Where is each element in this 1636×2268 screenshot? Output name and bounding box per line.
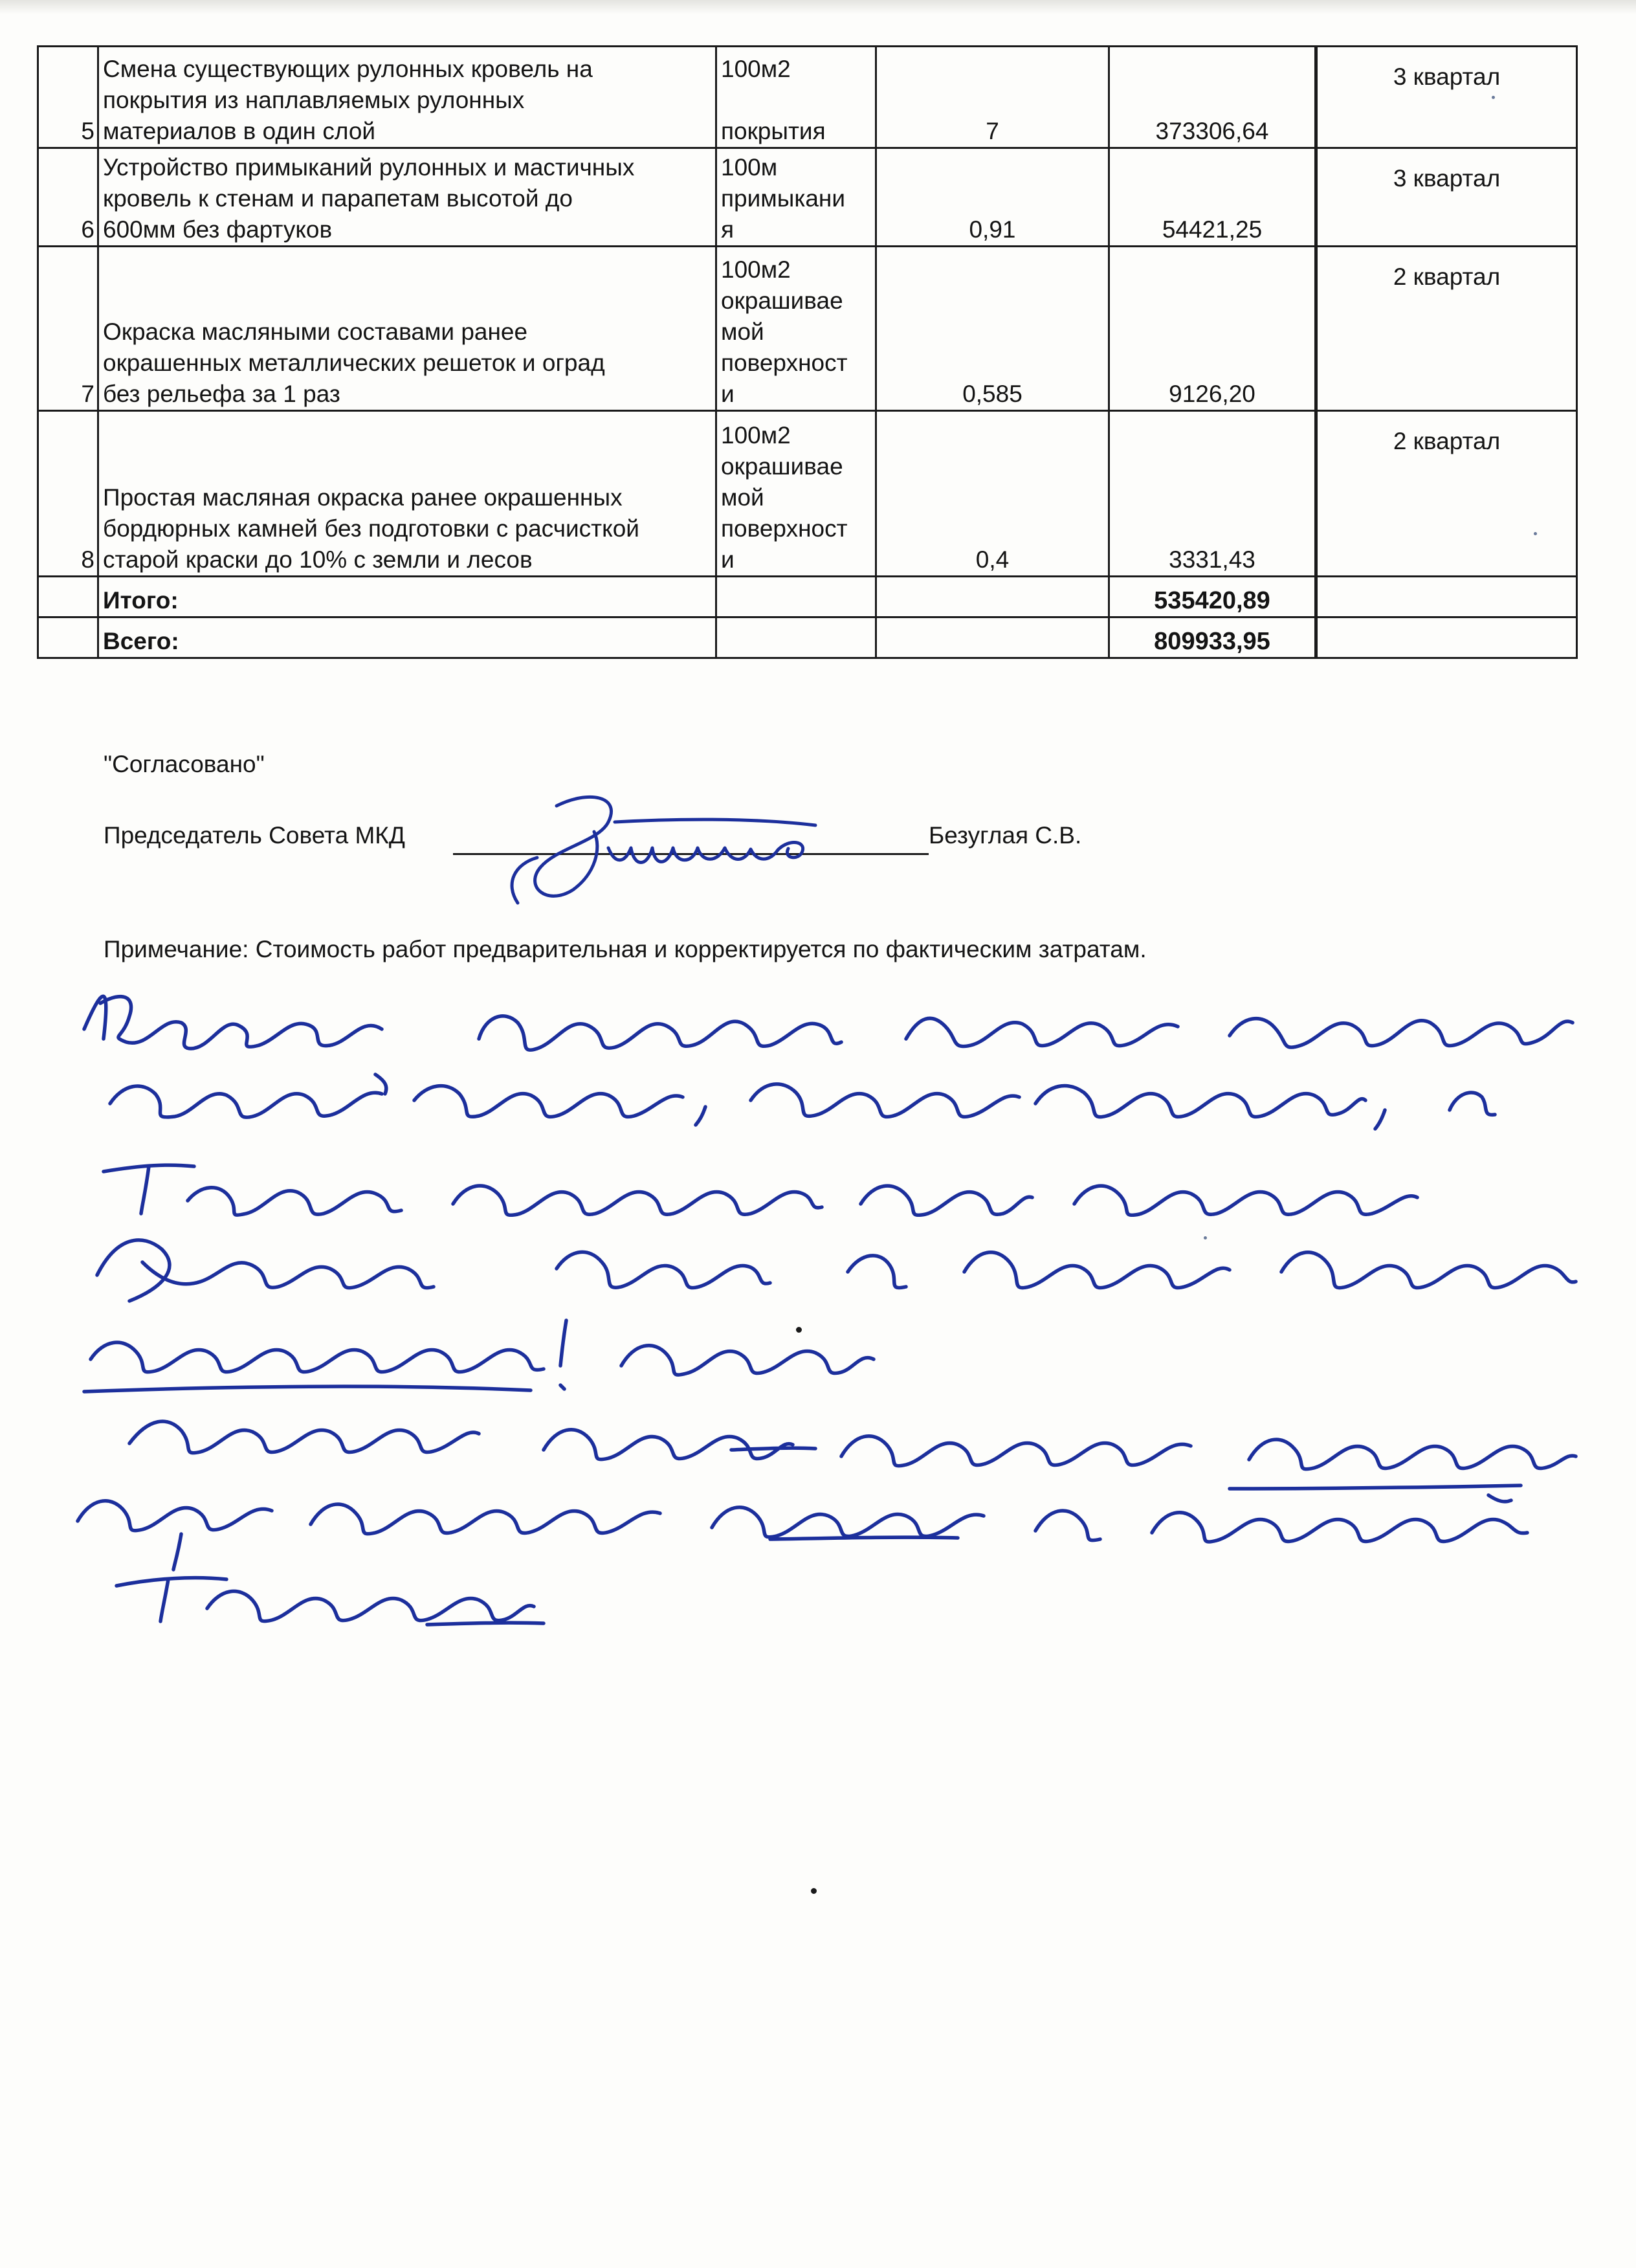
handwriting-strokes — [65, 977, 1592, 1657]
unit-line: поверхност — [721, 350, 848, 376]
unit-line: 100м — [721, 154, 778, 181]
unit-line: я — [721, 216, 735, 243]
unit-line: мой — [721, 318, 764, 345]
empty-cell — [716, 577, 876, 617]
work-name-line: материалов в один слой — [103, 118, 376, 144]
cost: 373306,64 — [1109, 47, 1316, 148]
table-row — [38, 148, 1577, 247]
work-name-line: кровель к стенам и парапетам высотой до — [103, 185, 573, 212]
ink-dot — [796, 1327, 802, 1333]
work-name-line: 600мм без фартуков — [103, 216, 333, 243]
subtotal-cost: 535420,89 — [1109, 577, 1316, 617]
unit-line: 100м2 — [721, 256, 791, 283]
empty-cell — [1316, 577, 1577, 617]
unit-line: окрашивае — [721, 287, 843, 314]
unit-line — [721, 85, 871, 116]
work-name-line: старой краски до 10% с земли и лесов — [103, 546, 533, 573]
ink-dot — [811, 1888, 817, 1894]
cost: 3331,43 — [1109, 411, 1316, 577]
agreed-label: "Согласовано" — [104, 751, 265, 777]
row-number: 7 — [38, 247, 98, 411]
scan-edge — [0, 0, 1636, 14]
row-number: 5 — [38, 47, 98, 148]
total-label: Всего: — [98, 617, 716, 658]
unit-line: и — [721, 381, 735, 407]
work-name-line: Окраска масляными составами ранее — [103, 318, 528, 345]
unit — [716, 247, 876, 411]
empty-cell — [716, 617, 876, 658]
work-name-line: Смена существующих рулонных кровель на — [103, 56, 593, 82]
unit-line: 100м2 — [721, 56, 791, 82]
cost: 9126,20 — [1109, 247, 1316, 411]
unit — [716, 148, 876, 247]
subtotal-row — [38, 577, 1577, 617]
estimate-table — [37, 45, 1578, 659]
empty-cell — [38, 577, 98, 617]
work-name-line: Простая масляная окраска ранее окрашенных — [103, 484, 623, 511]
unit — [716, 411, 876, 577]
cost: 54421,25 — [1109, 148, 1316, 247]
subtotal-label: Итого: — [98, 577, 716, 617]
signer-name: Безуглая С.В. — [929, 822, 1082, 849]
empty-cell — [1316, 617, 1577, 658]
work-name — [98, 47, 716, 148]
work-name — [98, 247, 716, 411]
row-number: 6 — [38, 148, 98, 247]
handwritten-signature — [479, 786, 841, 909]
unit-line: и — [721, 546, 735, 573]
table-row — [38, 247, 1577, 411]
quantity: 7 — [876, 47, 1109, 148]
work-name-line: без рельефа за 1 раз — [103, 381, 340, 407]
unit — [716, 47, 876, 148]
work-name-line: окрашенных металлических решеток и оград — [103, 350, 605, 376]
unit-line: 100м2 — [721, 422, 791, 449]
work-name-line: бордюрных камней без подготовки с расчисткой — [103, 515, 639, 542]
unit-line: поверхност — [721, 515, 848, 542]
work-name-line: покрытия из наплавляемых рулонных — [103, 87, 525, 113]
table-row — [38, 411, 1577, 577]
work-name-line: Устройство примыканий рулонных и мастичных — [103, 154, 635, 181]
chair-label: Председатель Совета МКД — [104, 822, 405, 849]
period: 3 квартал — [1316, 47, 1577, 148]
quantity: 0,585 — [876, 247, 1109, 411]
empty-cell — [876, 577, 1109, 617]
period: 2 квартал — [1316, 411, 1577, 577]
empty-cell — [38, 617, 98, 658]
table-row — [38, 47, 1577, 148]
unit-line: мой — [721, 484, 764, 511]
quantity: 0,91 — [876, 148, 1109, 247]
work-name — [98, 411, 716, 577]
unit-line: окрашивае — [721, 453, 843, 480]
unit-line: примыкани — [721, 185, 845, 212]
note-text: Примечание: Стоимость работ предварительная и корректируется по фактическим затратам. — [104, 936, 1147, 962]
scan-speck — [1492, 96, 1495, 99]
work-name — [98, 148, 716, 247]
quantity: 0,4 — [876, 411, 1109, 577]
scan-speck — [1534, 532, 1537, 535]
scan-speck — [1204, 1236, 1207, 1240]
empty-cell — [876, 617, 1109, 658]
handwritten-remarks — [65, 977, 1592, 1657]
total-cost: 809933,95 — [1109, 617, 1316, 658]
unit-line: покрытия — [721, 118, 826, 144]
period: 3 квартал — [1316, 148, 1577, 247]
period: 2 квартал — [1316, 247, 1577, 411]
row-number: 8 — [38, 411, 98, 577]
total-row — [38, 617, 1577, 658]
